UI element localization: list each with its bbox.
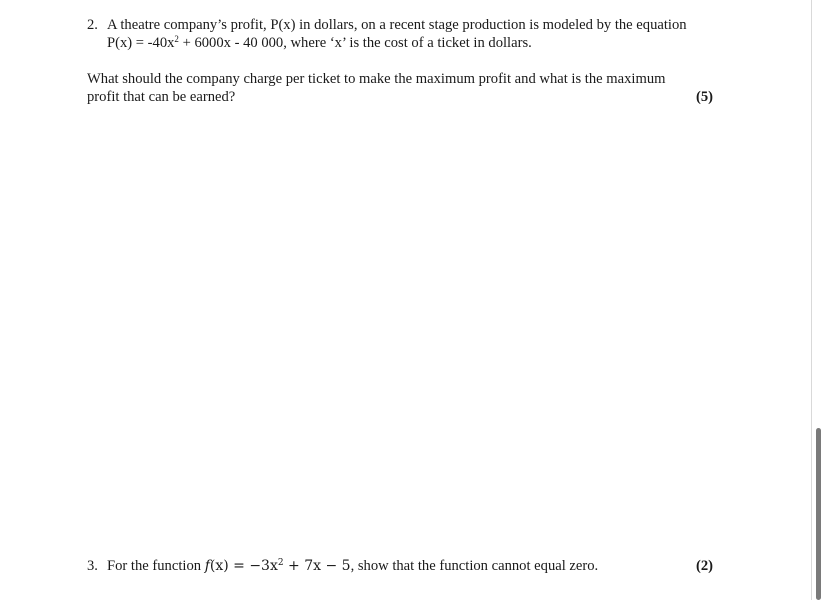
- page-edge: [811, 0, 812, 600]
- question-3-marks: (2): [696, 558, 714, 574]
- function-exponent: 2: [277, 558, 284, 568]
- function-argument: (x) = −3x: [209, 558, 278, 574]
- function-name: f: [204, 558, 210, 574]
- question-2-number: 2.: [87, 17, 98, 33]
- vertical-scrollbar[interactable]: [816, 428, 821, 600]
- question-2-prompt-line-2: profit that can be earned?: [87, 89, 236, 105]
- question-3-text-after: , show that the function cannot equal zero.: [350, 558, 599, 574]
- question-2-prompt-line-1: What should the company charge per ticket to make the maximum profit and what is the maximum: [87, 71, 666, 87]
- question-2-text: A theatre company’s profit, P(x) in dollars, on a recent stage production is modeled by the equation: [107, 17, 687, 33]
- equation-exponent: 2: [174, 34, 179, 44]
- function-rest: + 7x − 5: [283, 558, 351, 574]
- question-2-line-1: [87, 16, 687, 34]
- question-2-equation: [107, 34, 532, 52]
- question-3-text-before: For the function: [107, 558, 205, 574]
- equation-start: P(x) = -40x: [107, 35, 175, 51]
- question-3-number: 3.: [87, 558, 98, 574]
- question-3-line: [87, 557, 598, 575]
- question-2-marks: (5): [696, 89, 714, 105]
- equation-end: + 6000x - 40 000, where ‘x’ is the cost of a ticket in dollars.: [178, 35, 532, 51]
